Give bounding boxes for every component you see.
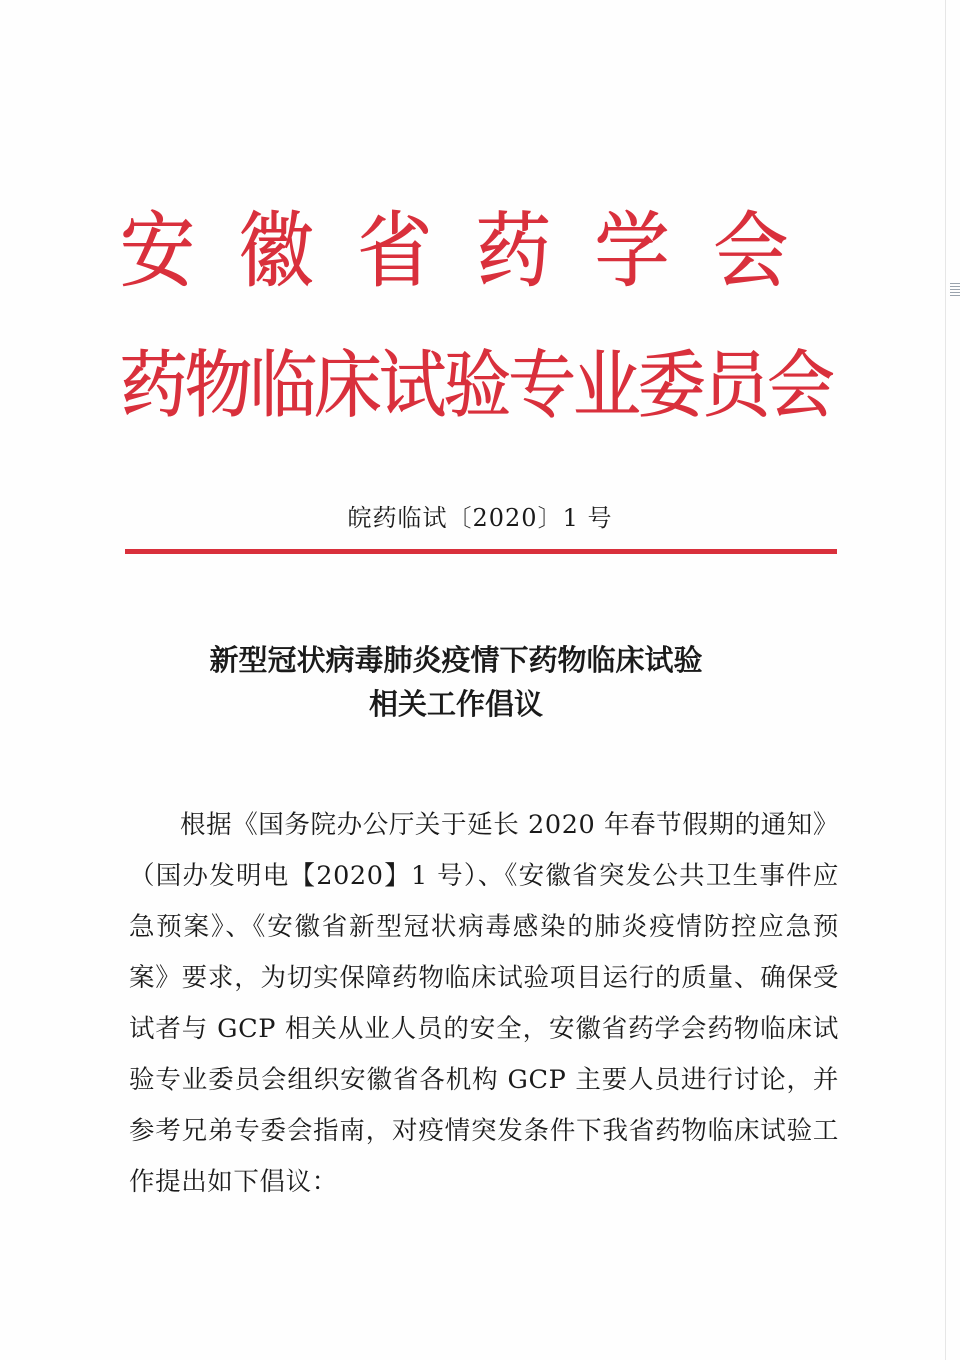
organization-name-line-1: 安徽省药学会 <box>120 204 833 299</box>
document-number: 皖药临试〔2020〕1 号 <box>347 504 613 532</box>
body-paragraph: 根据《国务院办公厅关于延长 2020 年春节假期的通知》（国办发明电【2020】1 号）、《安徽省突发公共卫生事件应急预案》、《安徽省新型冠状病毒感染的肺炎疫情防控应急预案》要求，为切实保障药物临床试验项目运行的质量、确保受试者与 GCP 相关从业人员的安全，安徽省药学会药物临床试验专业委员会组织安徽省各机构 GCP 主要人员进行讨论，并参考兄弟专委会指南，对疫情突发条件下我省药物临床试验工作提出如下倡议： <box>129 809 839 1197</box>
document-title-line-1: 新型冠状病毒肺炎疫情下药物临床试验 <box>209 643 703 677</box>
scan-edge-line <box>945 0 946 1360</box>
scan-edge-mark <box>950 283 960 297</box>
document-title-line-2: 相关工作倡议 <box>368 687 543 721</box>
organization-name-line-2: 药物临床试验专业委员会 <box>120 343 832 428</box>
red-divider-rule <box>125 549 837 554</box>
